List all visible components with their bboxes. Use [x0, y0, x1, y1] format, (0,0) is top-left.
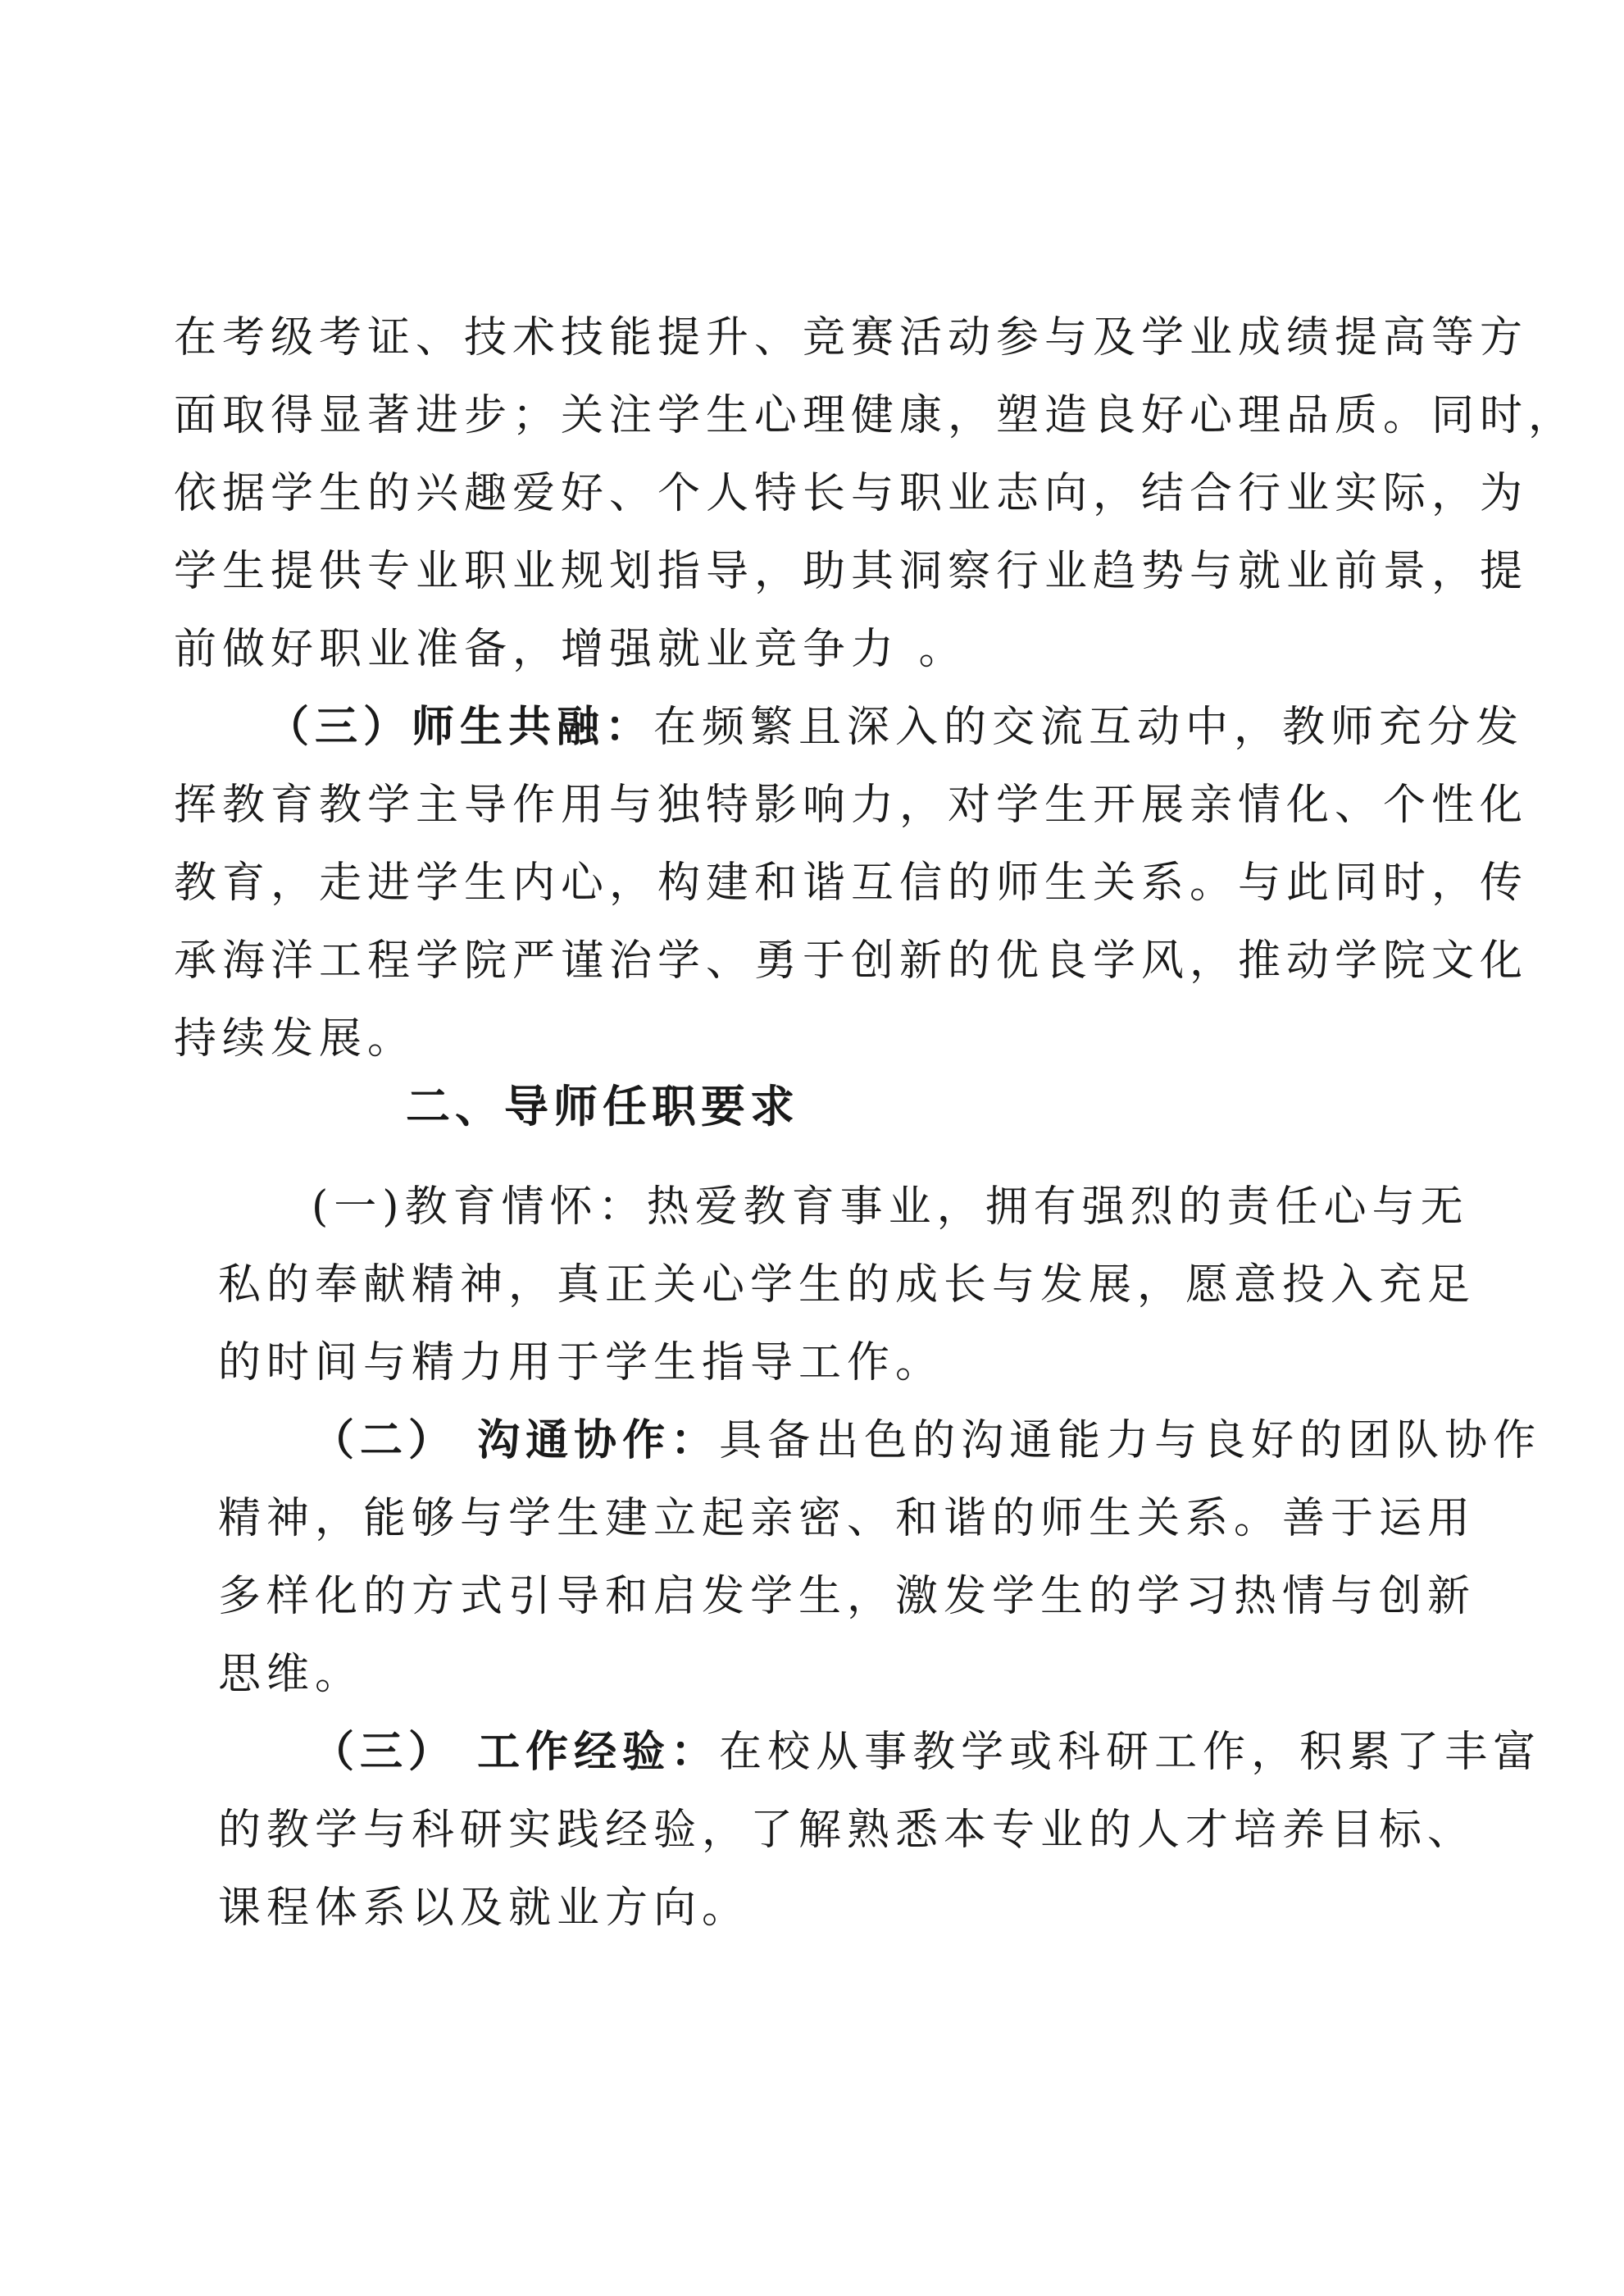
- paragraph-line: 持续发展。: [174, 1014, 416, 1064]
- paragraph-line: 挥教育教学主导作用与独特影响力，对学生开展亲情化、个性化: [174, 781, 1529, 830]
- section-three-text: 在频繁且深入的交流互动中，教师充分发: [653, 703, 1525, 752]
- section-heading: 二、导师任职要求: [406, 1081, 799, 1132]
- req-one-text: 热爱教育事业，拥有强烈的责任心与无: [646, 1182, 1469, 1232]
- paragraph-line: 精神，能够与学生建立起亲密、和谐的师生关系。善于运用: [218, 1494, 1476, 1543]
- section-three-label: （三）师生共融：: [266, 703, 654, 752]
- paragraph-line: 面取得显著进步；关注学生心理健康，塑造良好心理品质。同时，: [174, 391, 1577, 440]
- req-two-first-line: [312, 1414, 1541, 1467]
- paragraph-line: 承海洋工程学院严谨治学、勇于创新的优良学风，推动学院文化: [174, 936, 1529, 986]
- paragraph-line: 教育，走进学生内心，构建和谐互信的师生关系。与此同时，传: [174, 859, 1529, 908]
- req-two-text: 具备出色的沟通能力与良好的团队协作: [719, 1416, 1542, 1465]
- paragraph-line: 多样化的方式引导和启发学生，激发学生的学习热情与创新: [218, 1572, 1476, 1621]
- paragraph-line: 在考级考证、技术技能提升、竞赛活动参与及学业成绩提高等方: [174, 313, 1529, 362]
- req-two-label: （二） 沟通协作：: [312, 1415, 720, 1465]
- req-one-first-line: [312, 1181, 1469, 1233]
- paragraph-line: 前做好职业准备，增强就业竞争力 。: [174, 625, 967, 674]
- paragraph-line: 依据学生的兴趣爱好、个人特长与职业志向，结合行业实际，为: [174, 469, 1529, 518]
- paragraph-line: 思维。: [218, 1650, 364, 1699]
- req-three-first-line: [312, 1726, 1541, 1779]
- req-one-label: (一)教育情怀：: [312, 1182, 647, 1232]
- paragraph-line: 的时间与精力用于学生指导工作。: [218, 1338, 944, 1387]
- req-three-text: 在校从事教学或科研工作，积累了丰富: [719, 1728, 1542, 1777]
- paragraph-line: 课程体系以及就业方向。: [218, 1884, 751, 1933]
- paragraph-line: 的教学与科研实践经验，了解熟悉本专业的人才培养目标、: [218, 1806, 1476, 1855]
- req-three-label: （三） 工作经验：: [312, 1727, 720, 1777]
- paragraph-line: 学生提供专业职业规划指导，助其洞察行业趋势与就业前景，提: [174, 547, 1529, 596]
- paragraph-line: 私的奉献精神，真正关心学生的成长与发展，愿意投入充足: [218, 1260, 1476, 1310]
- section-three-first-line: [266, 701, 1524, 754]
